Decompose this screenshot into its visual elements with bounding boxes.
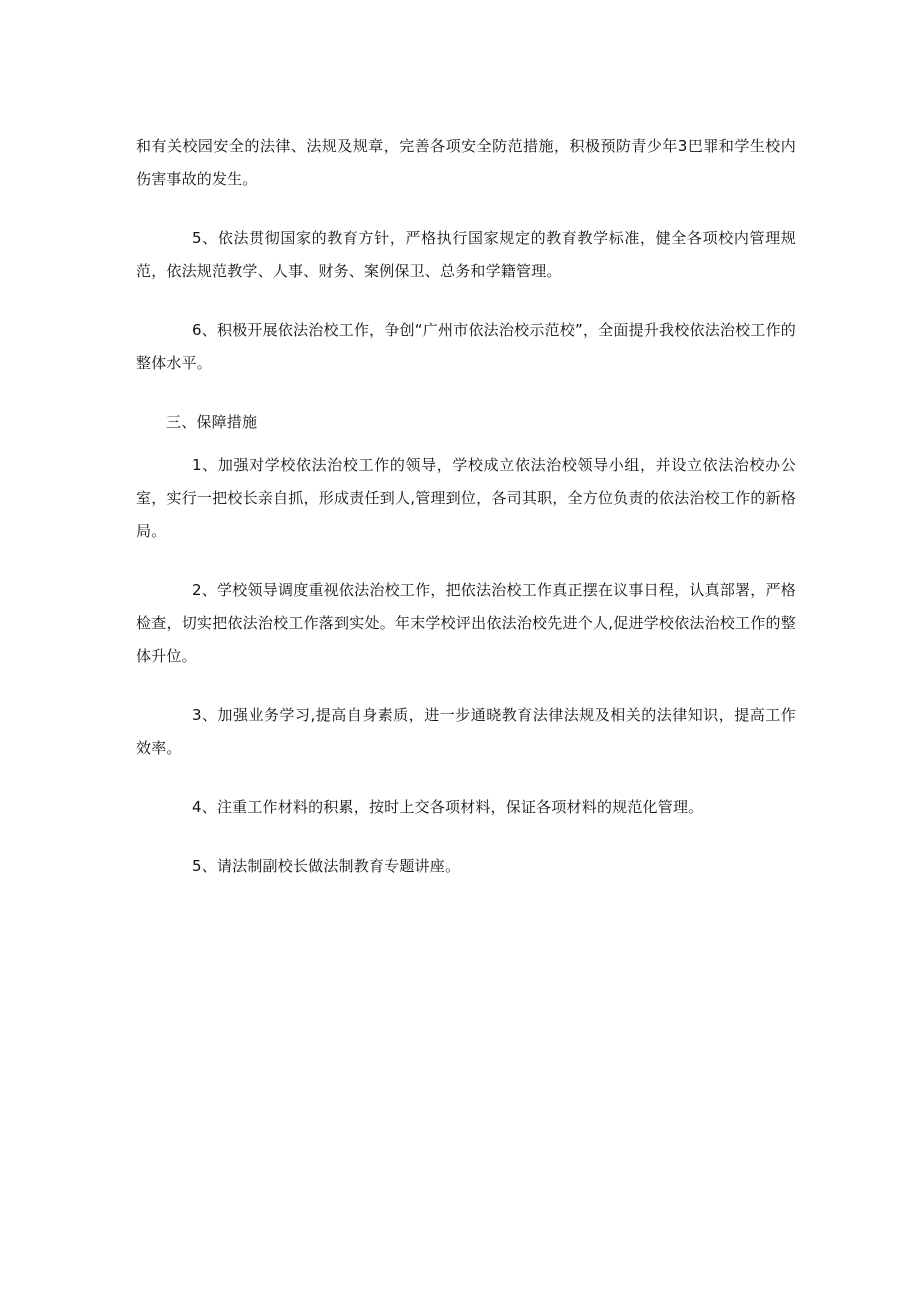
document-body xyxy=(136,130,796,909)
paragraph-measure-1-leadership: 1、加强对学校依法治校工作的领导，学校成立依法治校领导小组，并设立依法治校办公室，实行一把校长亲自抓，形成责任到人,管理到位，各司其职，全方位负责的依法治校工作的新格局。 xyxy=(136,456,796,540)
paragraph-measure-4-materials: 4、注重工作材料的积累，按时上交各项材料，保证各项材料的规范化管理。 xyxy=(192,798,704,816)
paragraph-continuation: 和有关校园安全的法律、法规及规章，完善各项安全防范措施，积极预防青少年3巴罪和学生校内伤害事故的发生。 xyxy=(136,137,796,188)
paragraph-item-5-teaching-policy: 5、依法贯彻国家的教育方针，严格执行国家规定的教育教学标准，健全各项校内管理规范，依法规范教学、人事、财务、案例保卫、总务和学籍管理。 xyxy=(136,229,796,280)
paragraph-measure-5-lecture: 5、请法制副校长做法制教育专题讲座。 xyxy=(192,857,461,875)
section-heading-safeguards: 三、保障措施 xyxy=(166,413,258,431)
paragraph-measure-2-attention: 2、学校领导调度重视依法治校工作，把依法治校工作真正摆在议事日程，认真部署，严格检查，切实把依法治校工作落到实处。年末学校评出依法治校先进个人,促进学校依法治校工作的整体升位。 xyxy=(136,581,796,665)
paragraph-measure-3-study: 3、加强业务学习,提高自身素质，进一步通晓教育法律法规及相关的法律知识，提高工作效率。 xyxy=(136,706,796,757)
paragraph-item-6-model-school: 6、积极开展依法治校工作，争创“广州市依法治校示范校”，全面提升我校依法治校工作的整体水平。 xyxy=(136,321,796,372)
